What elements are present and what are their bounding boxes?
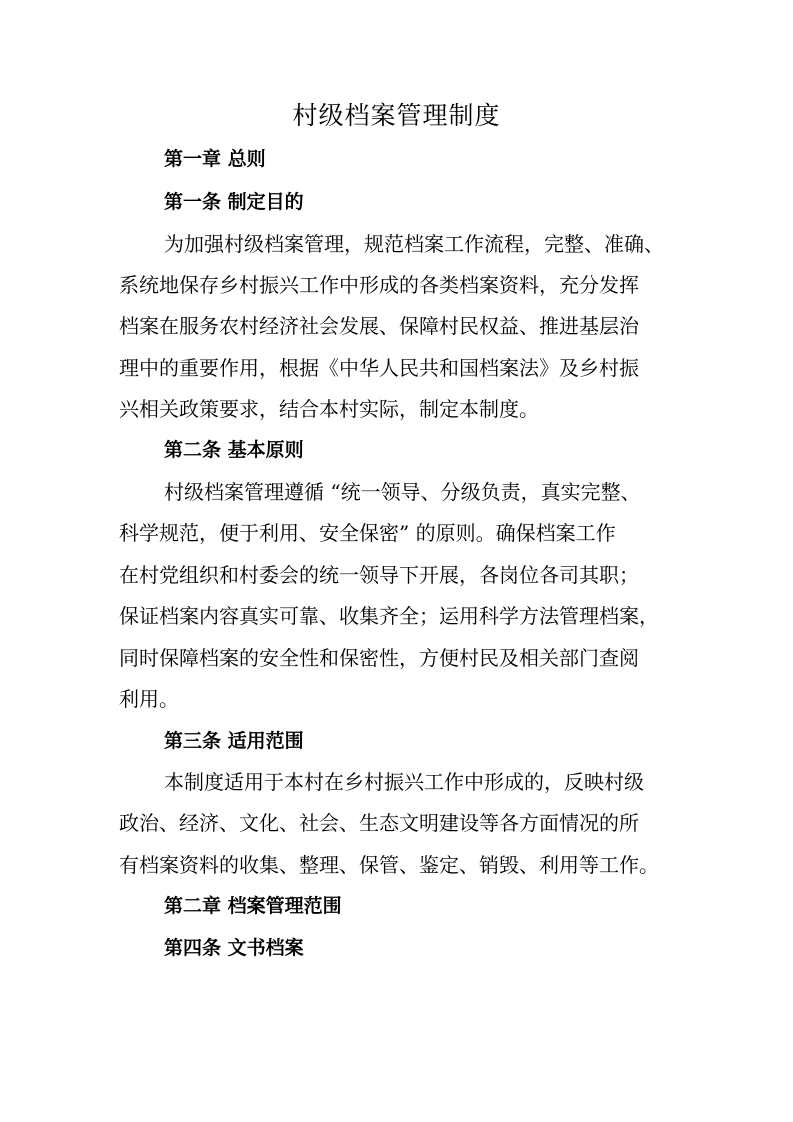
document-title: 村级档案管理制度	[292, 101, 501, 130]
article-1-heading: 第一条 制定目的	[164, 191, 304, 213]
article-3-line-2: 政治、经济、文化、社会、生态文明建设等各方面情况的所	[119, 811, 639, 835]
article-1-line-1: 为加强村级档案管理，规范档案工作流程，完整、准确、	[164, 232, 664, 256]
chapter-2-heading: 第二章 档案管理范围	[164, 895, 342, 917]
article-2-heading: 第二条 基本原则	[164, 439, 304, 461]
article-3-line-1: 本制度适用于本村在乡村振兴工作中形成的，反映村级	[164, 770, 644, 794]
article-3-line-3: 有档案资料的收集、整理、保管、鉴定、销毁、利用等工作。	[119, 853, 659, 877]
article-2-line-3: 在村党组织和村委会的统一领导下开展，各岗位各司其职；	[119, 563, 639, 587]
article-2-line-5: 同时保障档案的安全性和保密性，方便村民及相关部门查阅	[119, 646, 639, 670]
article-1-line-4: 理中的重要作用，根据《中华人民共和国档案法》及乡村振	[119, 356, 639, 380]
article-2-line-4: 保证档案内容真实可靠、收集齐全；运用科学方法管理档案，	[119, 604, 659, 628]
article-1-line-3: 档案在服务农村经济社会发展、保障村民权益、推进基层治	[119, 314, 639, 338]
article-1-line-5: 兴相关政策要求，结合本村实际，制定本制度。	[119, 397, 539, 421]
article-2-line-1: 村级档案管理遵循 “统一领导、分级负责，真实完整、	[164, 480, 641, 504]
article-4-heading: 第四条 文书档案	[164, 937, 304, 959]
article-2-line-2: 科学规范，便于利用、安全保密” 的原则。确保档案工作	[119, 521, 616, 545]
article-2-line-6: 利用。	[119, 687, 179, 711]
article-1-line-2: 系统地保存乡村振兴工作中形成的各类档案资料，充分发挥	[119, 273, 639, 297]
article-3-heading: 第三条 适用范围	[164, 730, 304, 752]
chapter-1-heading: 第一章 总则	[164, 148, 266, 170]
